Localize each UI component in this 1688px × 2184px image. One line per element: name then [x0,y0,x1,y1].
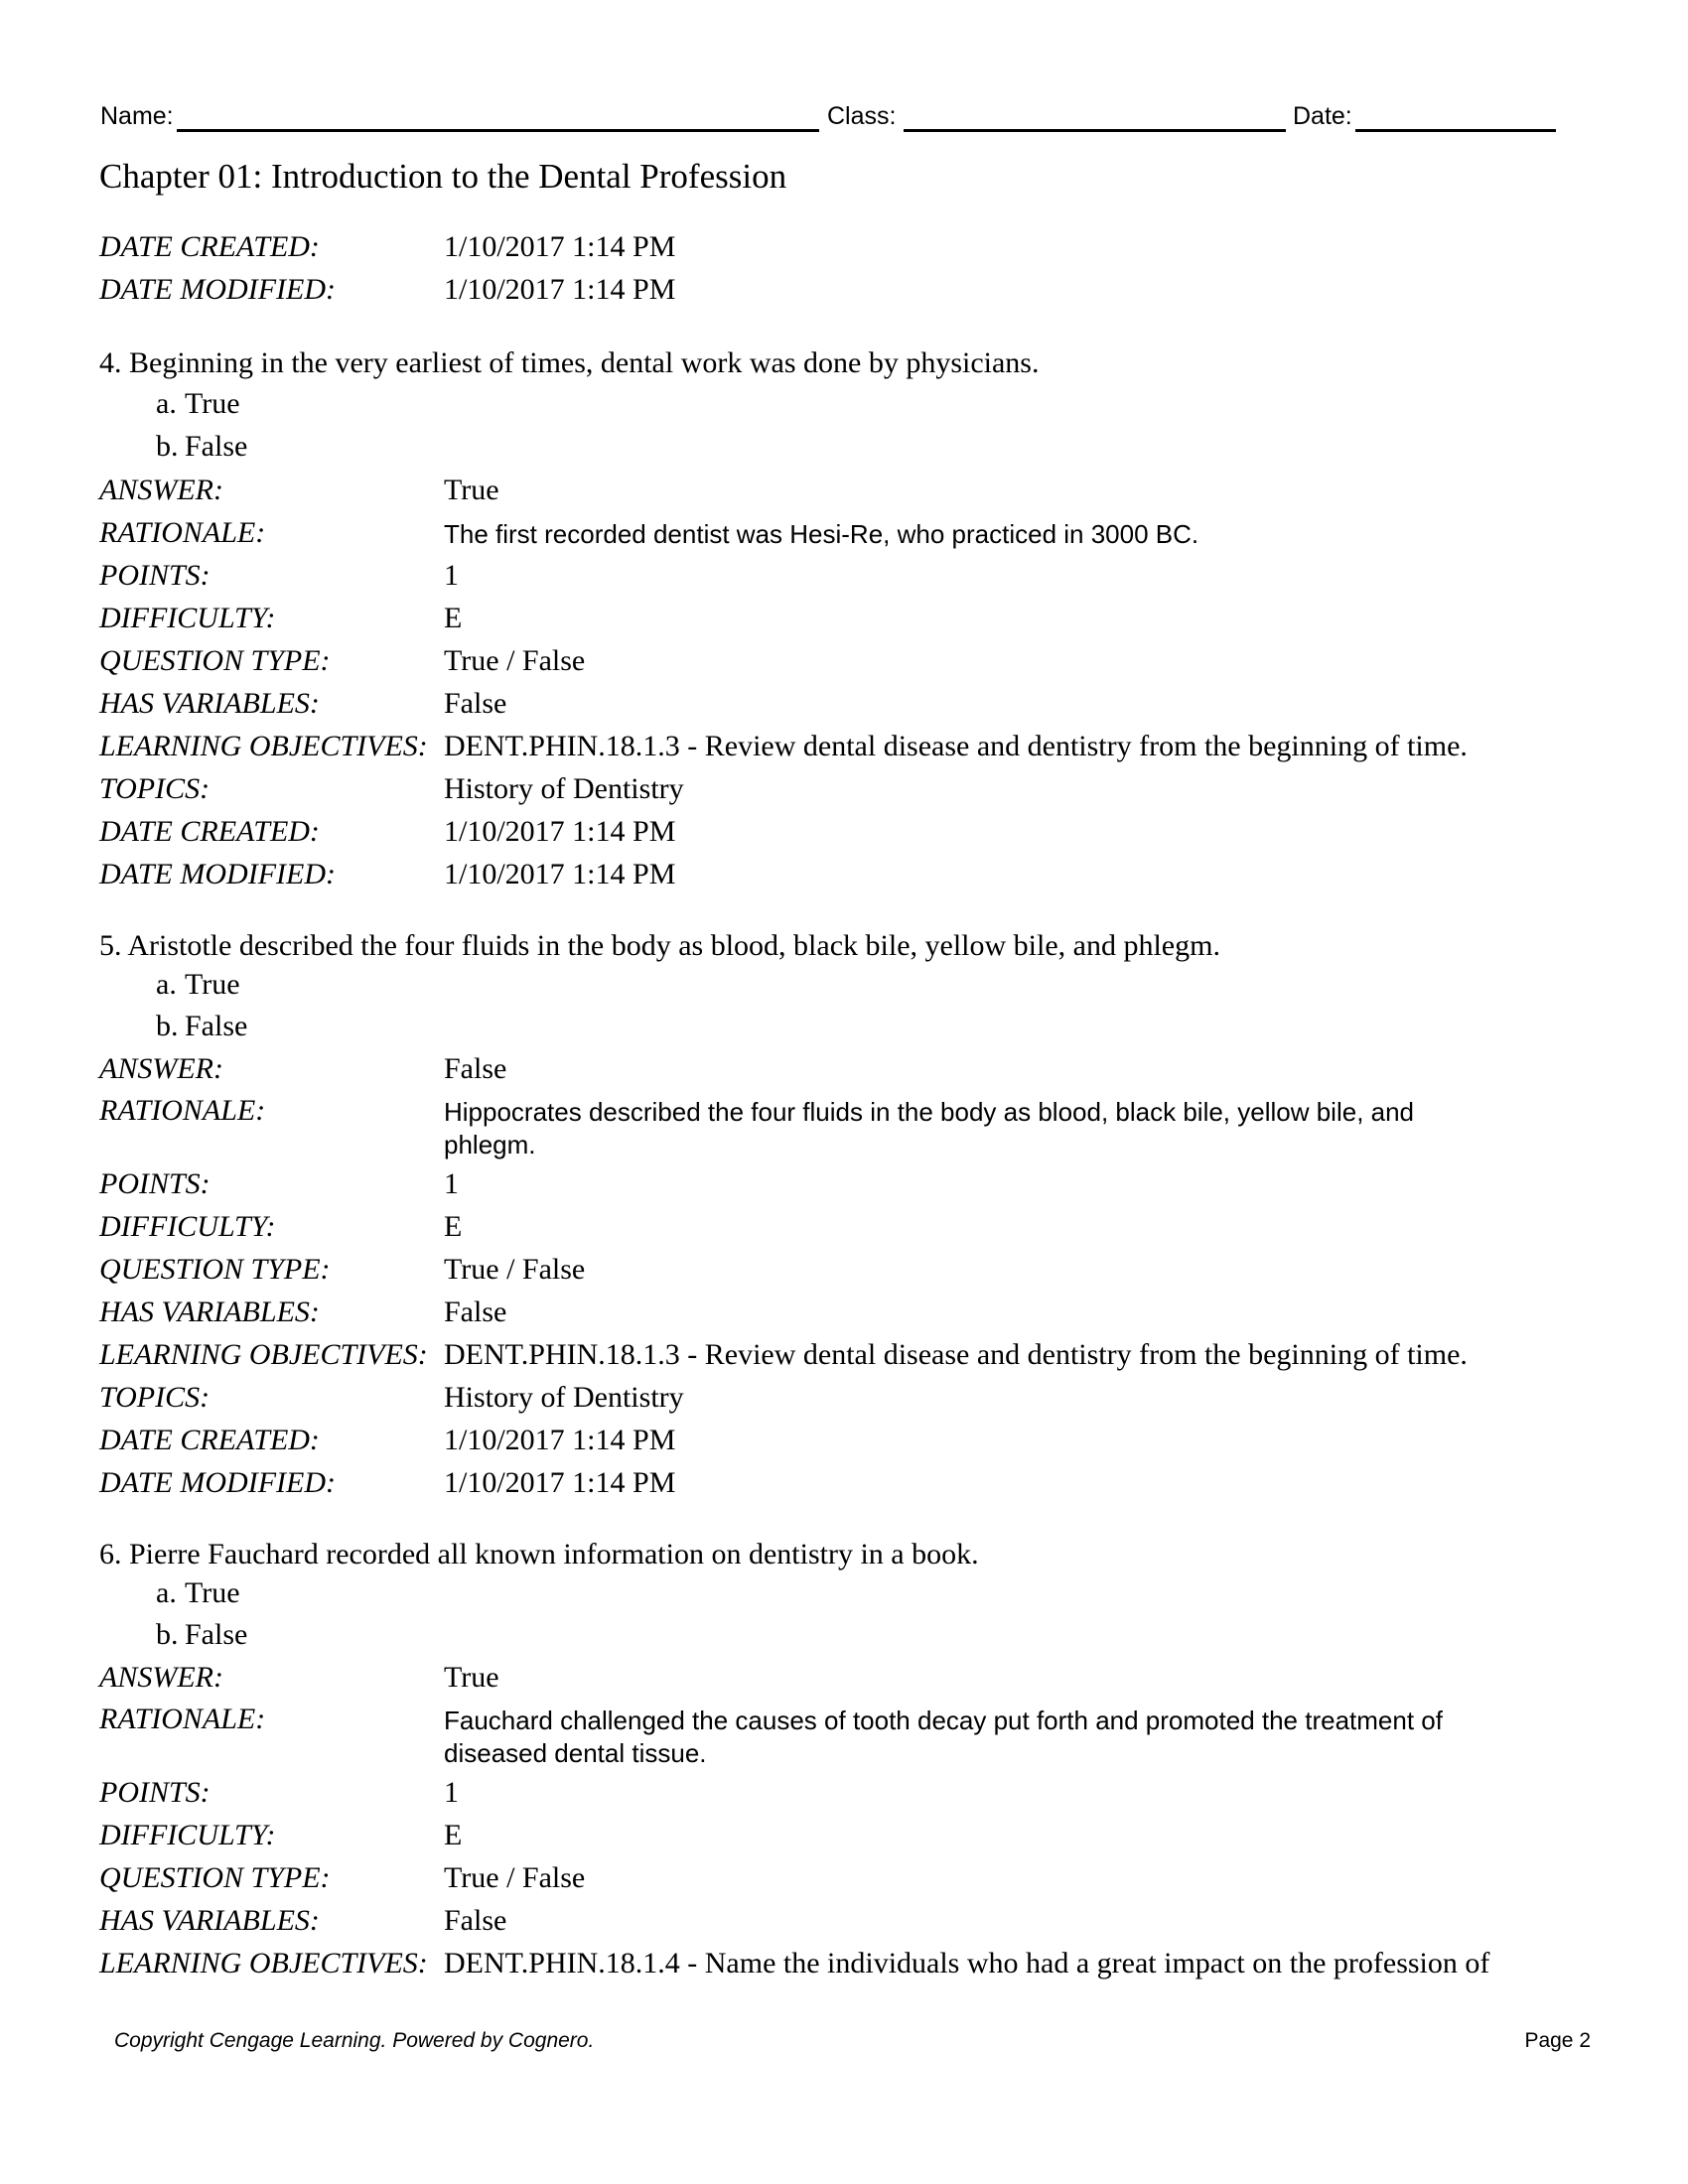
learning-objectives-value: DENT.PHIN.18.1.3 - Review dental disease and dentistry from the beginning of time. [444,730,1468,762]
topics-value: History of Dentistry [444,1381,684,1414]
choice-letter: b. [156,1618,179,1651]
field-value: 1/10/2017 1:14 PM [444,230,676,263]
field-label: DIFFICULTY: [99,1819,276,1851]
answer-value: True [444,1661,499,1694]
choice-letter: a. [156,1576,177,1609]
field-label: LEARNING OBJECTIVES: [99,1338,428,1371]
choice-letter: a. [156,387,177,420]
date-modified-value: 1/10/2017 1:14 PM [444,1466,676,1499]
field-label: RATIONALE: [99,1703,266,1735]
field-label: POINTS: [99,559,211,592]
field-label: RATIONALE: [99,1094,266,1127]
choice-text: False [185,430,248,463]
question-text: 6. Pierre Fauchard recorded all known information on dentistry in a book. [99,1538,979,1570]
question-text: 4. Beginning in the very earliest of times, dental work was done by physicians. [99,346,1040,379]
page-number: Page 2 [1524,2029,1591,2052]
copyright-text: Copyright Cengage Learning. Powered by Cognero. [114,2029,595,2052]
field-label: DATE CREATED: [99,815,320,848]
field-label: DATE MODIFIED: [99,273,336,306]
field-label: QUESTION TYPE: [99,1253,331,1286]
rationale-value-line-2: phlegm. [444,1130,536,1160]
field-label: RATIONALE: [99,516,266,549]
has-variables-value: False [444,1904,507,1937]
date-modified-value: 1/10/2017 1:14 PM [444,858,676,890]
field-label: DATE MODIFIED: [99,1466,336,1499]
date-label: Date: [1293,102,1352,130]
field-label: ANSWER: [99,1052,223,1085]
date-created-value: 1/10/2017 1:14 PM [444,1424,676,1456]
page-footer [114,2027,1591,2055]
choice-b [156,427,247,467]
field-label: LEARNING OBJECTIVES: [99,1947,428,1979]
choice-text: True [185,387,240,420]
rationale-value-line-2: diseased dental tissue. [444,1738,707,1768]
field-label: HAS VARIABLES: [99,687,320,720]
field-label: POINTS: [99,1167,211,1200]
field-label: DIFFICULTY: [99,602,276,634]
question-type-value: True / False [444,1861,586,1894]
choice-letter: b. [156,430,179,463]
choice-a [156,384,240,424]
choice-b [156,1615,247,1655]
name-label: Name: [100,102,174,130]
field-label: LEARNING OBJECTIVES: [99,730,428,762]
rationale-value-line-1: Hippocrates described the four fluids in the body as blood, black bile, yellow bile, and [444,1097,1415,1127]
question-text: 5. Aristotle described the four fluids in the body as blood, black bile, yellow bile, and phlegm. [99,929,1220,962]
date-field-line[interactable] [1355,129,1556,132]
rationale-value: The first recorded dentist was Hesi-Re, who practiced in 3000 BC. [444,519,1199,549]
choice-a [156,965,240,1005]
answer-value: False [444,1052,507,1085]
points-value: 1 [444,1167,459,1200]
choice-text: False [185,1010,248,1042]
difficulty-value: E [444,1210,463,1243]
choice-text: True [185,1576,240,1609]
class-label: Class: [827,102,897,130]
has-variables-value: False [444,1296,507,1328]
field-label: ANSWER: [99,474,223,506]
choice-letter: a. [156,968,177,1001]
choice-text: True [185,968,240,1001]
field-label: DATE CREATED: [99,230,320,263]
field-label: DIFFICULTY: [99,1210,276,1243]
points-value: 1 [444,559,459,592]
difficulty-value: E [444,1819,463,1851]
field-label: HAS VARIABLES: [99,1296,320,1328]
field-value: 1/10/2017 1:14 PM [444,273,676,306]
rationale-value-line-1: Fauchard challenged the causes of tooth decay put forth and promoted the treatment of [444,1706,1443,1735]
chapter-title: Chapter 01: Introduction to the Dental Profession [99,157,787,196]
topics-value: History of Dentistry [444,772,684,805]
field-label: HAS VARIABLES: [99,1904,320,1937]
date-created-value: 1/10/2017 1:14 PM [444,815,676,848]
field-label: DATE CREATED: [99,1424,320,1456]
student-info-header [100,99,1590,133]
field-label: TOPICS: [99,1381,211,1414]
choice-text: False [185,1618,248,1651]
difficulty-value: E [444,602,463,634]
field-label: TOPICS: [99,772,211,805]
points-value: 1 [444,1776,459,1809]
choice-letter: b. [156,1010,179,1042]
name-field-line[interactable] [177,129,819,132]
field-label: QUESTION TYPE: [99,1861,331,1894]
field-label: POINTS: [99,1776,211,1809]
question-type-value: True / False [444,1253,586,1286]
field-label: DATE MODIFIED: [99,858,336,890]
learning-objectives-value: DENT.PHIN.18.1.3 - Review dental disease and dentistry from the beginning of time. [444,1338,1468,1371]
question-type-value: True / False [444,644,586,677]
learning-objectives-value: DENT.PHIN.18.1.4 - Name the individuals who had a great impact on the profession of [444,1947,1490,1979]
choice-b [156,1007,247,1046]
field-label: QUESTION TYPE: [99,644,331,677]
field-label: ANSWER: [99,1661,223,1694]
choice-a [156,1573,240,1613]
answer-value: True [444,474,499,506]
class-field-line[interactable] [904,129,1286,132]
has-variables-value: False [444,687,507,720]
